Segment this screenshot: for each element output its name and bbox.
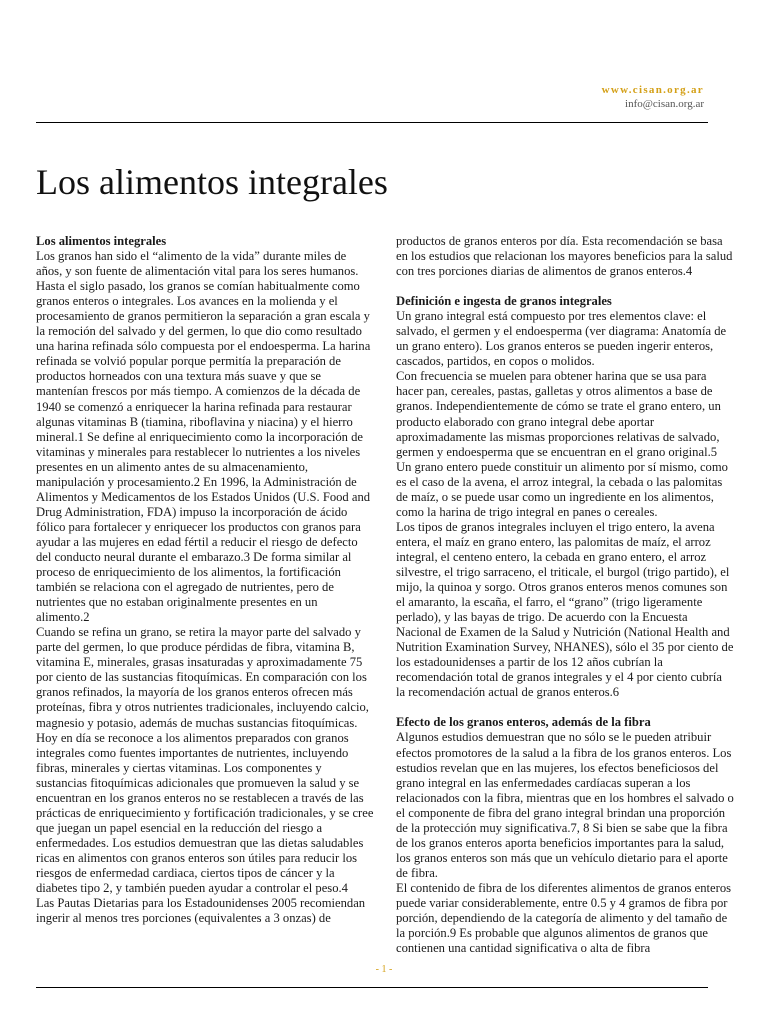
paragraph: Un grano entero puede constituir un alimento por sí mismo, como es el caso de la avena, el arroz integral, la cebada o las palomitas de maíz, o se puede usar como un ingrediente en los alimentos, como la harina de trigo integral en panes o cereales. [396,459,728,519]
site-header [602,84,704,110]
paragraph: Cuando se refina un grano, se retira la mayor parte del salvado y parte del germen, lo que produce pérdidas de fibra, vitamina B, vitamina E, minerales, grasas insaturadas y aproximadamente 75 por ciento de las sustancias fitoquímicas. En comparación con los granos refinados, la mayoría de los granos enteros ofrecen más proteínas, fibra y otros nutrientes tradicionales, incluyendo calcio, magnesio y potasio, además de muchas sustancias fitoquímicas. [36,625,369,730]
section-heading: Los alimentos integrales [36,234,167,248]
page-number: - 1 - [375,964,393,975]
website-link[interactable]: www.cisan.org.ar [601,84,704,96]
section-heading: Efecto de los granos enteros, además de la fibra [396,715,651,730]
paragraph: El contenido de fibra de los diferentes alimentos de granos enteros puede variar considerablemente, entre 0.5 y 4 gramos de fibra por porción, dependiendo de la categoría de alimento y del tamaño de la porción.9 Es probable que algunos alimentos de granos que contienen una cantidad significativa o alta de fibra [396,880,732,956]
paragraph: Algunos estudios demuestran que no sólo se le pueden atribuir efectos promotores de la salud a la fibra de los granos enteros. Los estudios revelan que en las mujeres, los efectos beneficiosos del grano integral en las enfermedades cardíacas superan a los relacionados con la fibra, mientras que en los hombres el salvado o el componente de fibra del grano integral brindan una proporción de la protección muy significativa.7, 8 Si bien se sabe que la fibra de los granos enteros aporta beneficios importantes para la salud, los granos enteros son más que un vehículo dietario para el aporte de fibra. [396,730,734,880]
left-column [36,234,374,926]
paragraph: productos de granos enteros por día. Esta recomendación se basa en los estudios que relacionan los mayores beneficios para la salud con tres porciones diarias de alimentos de granos enteros.4 [396,234,733,279]
paragraph: Un grano integral está compuesto por tres elementos clave: el salvado, el germen y el endoesperma (ver diagrama: Anatomía de un grano entero). Los granos enteros se pueden ingerir enteros, cascados, partidos, en copos o molidos. [396,309,727,369]
paragraph: Con frecuencia se muelen para obtener harina que se usa para hacer pan, cereales, pastas, galletas y otros alimentos a base de granos. Independientemente de cómo se trate el grano entero, un producto elaborado con grano integral debe aportar aproximadamente las mismas proporciones relativas de salvado, germen y endoesperma que se encuentran en el grano original.5 [396,369,721,459]
section-heading: Definición e ingesta de granos integrales [396,294,612,309]
right-column [396,234,734,956]
bottom-divider [36,987,708,988]
top-divider [36,122,708,123]
paragraph: Las Pautas Dietarias para los Estadounidenses 2005 recomiendan ingerir al menos tres porciones (equivalentes a 3 onzas) de [36,896,366,926]
page-title: Los alimentos integrales [36,162,388,202]
email-link[interactable]: info@cisan.org.ar [625,98,704,110]
paragraph: Hoy en día se reconoce a los alimentos preparados con granos integrales como fuentes importantes de nutrientes, incluyendo fibras, minerales y ciertas vitaminas. Los componentes y sustancias fitoquímicas adicionales que promueven la salud y se encuentran en los granos enteros no se restablecen a través de las prácticas de enriquecimiento y fortificación tradicionales, y se cree que juegan un papel esencial en la reducción del riesgo a enfermedades. Los estudios demuestran que las dietas saludables ricas en alimentos con granos enteros son útiles para reducir los riesgos de enfermedad cardiaca, ciertos tipos de cáncer y la diabetes tipo 2, y también pueden ayudar a controlar el peso.4 [36,730,374,896]
paragraph: Los granos han sido el “alimento de la vida” durante miles de años, y son fuente de alimentación vital para los seres humanos. Hasta el siglo pasado, los granos se comían habitualmente como granos enteros o integrales. Los avances en la molienda y el procesamiento de granos permitieron la separación a gran escala y la remoción del salvado y del germen, lo que dio como resultado una harina refinada sólo compuesta por el endoesperma. La harina refinada se volvió popular porque permitía la preparación de productos horneados con una textura más suave y que se mantenían frescos por más tiempo. A comienzos de la década de 1940 se comenzó a enriquecer la harina refinada para restaurar algunas vitaminas B (tiamina, riboflavina y niacina) y el hierro mineral.1 Se define al enriquecimiento como la incorporación de vitaminas y minerales para restablecer lo nutrientes a los niveles presentes en un alimento antes de su almacenamiento, manipulación y procesamiento.2 En 1996, la Administración de Alimentos y Medicamentos de los Estados Unidos (U.S. Food and Drug Administration, FDA) impuso la incorporación de ácido fólico para fortalecer y enriquecer los productos con granos para ayudar a las mujeres en edad fértil a reducir el riesgo de defecto del conducto neural durante el embarazo.3 De forma similar al proceso de enriquecimiento de los alimentos, la fortificación también se relaciona con el agregado de nutrientes, pero de nutrientes que no estaban originalmente presentes en un alimento.2 [36,249,371,625]
paragraph: Los tipos de granos integrales incluyen el trigo entero, la avena entera, el maíz en grano entero, las palomitas de maíz, el arroz integral, el centeno entero, la cebada en grano entero, el arroz silvestre, el trigo sarraceno, el triticale, el burgol (trigo partido), el mijo, la quinoa y sorgo. Otros granos enteros menos comunes son el amaranto, la escaña, el farro, el “grano” (trigo ligeramente perlado), y las bayas de trigo. De acuerdo con la Encuesta Nacional de Examen de la Salud y Nutrición (National Health and Nutrition Examination Survey, NHANES), sólo el 35 por ciento de los estadounidenses a partir de los 12 años cubrían la recomendación total de granos integrales y el 4 por ciento cubría la recomendación actual de granos enteros.6 [396,519,734,700]
